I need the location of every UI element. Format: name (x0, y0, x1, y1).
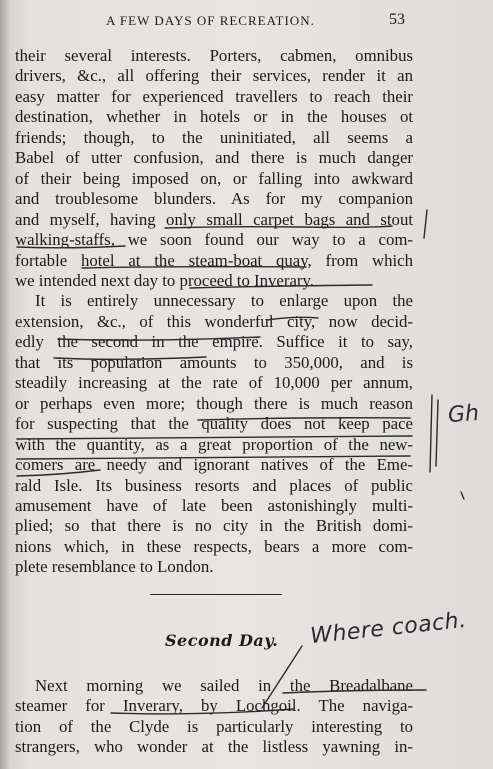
paragraph-2 (15, 291, 413, 577)
gutter-shadow (0, 0, 10, 769)
text-line: plete resemblance to London. (15, 557, 214, 577)
text-line: comers are needy and ignorant natives of the Eme- (15, 455, 413, 475)
text-line: easy matter for experienced travellers to reach their (15, 86, 413, 106)
text-line: steamer for Inverary, by Lochgoil. The naviga- (15, 696, 413, 716)
text-line: with the quantity, as a great proportion of the new- (15, 434, 413, 454)
text-line: strangers, who wonder at the listless yawning in- (15, 736, 413, 756)
text-line: plied; so that there is no city in the British domi- (15, 516, 413, 536)
text-line: extension, &c., of this wonderful city, now decid- (15, 311, 413, 331)
text-line: we intended next day to proceed to Inverary. (15, 270, 314, 290)
text-line: friends; though, to the uninitiated, all seems a (15, 127, 413, 147)
text-line: tion of the Clyde is particularly interesting to (15, 716, 413, 736)
body-text (15, 46, 413, 578)
paragraph-1 (15, 46, 413, 291)
running-title: A FEW DAYS OF RECREATION. (106, 13, 315, 28)
page-number: 53 (389, 11, 405, 28)
text-line: steadily increasing at the rate of 10,000 per annum, (15, 373, 413, 393)
text-line: of their being imposed on, or falling into awkward (15, 168, 413, 188)
text-line: edly the second in the empire. Suffice it to say, (15, 332, 413, 352)
running-head (0, 10, 493, 30)
text-line: their several interests. Porters, cabmen, omnibus (15, 46, 413, 65)
section-divider (150, 594, 282, 595)
text-line: or perhaps even more; though there is much reason (15, 393, 413, 413)
text-line: and troublesome blunders. As for my companion (15, 189, 413, 209)
margin-line-3 (436, 400, 438, 466)
handwritten-note-where-coach: Where coach. (309, 607, 468, 650)
text-line: Next morning we sailed in the Breadalbane (35, 676, 413, 695)
section-title: Second Day. (165, 631, 279, 650)
text-line: fortable hotel at the steam-boat quay, from which (15, 250, 413, 270)
margin-line-2 (430, 395, 432, 472)
text-line: It is entirely unnecessary to enlarge upon the (35, 291, 413, 311)
margin-tick (461, 492, 464, 499)
handwritten-margin-note: Gh (447, 400, 480, 429)
margin-line-1 (424, 210, 427, 238)
text-line: amusement have of late been astonishingly multi- (15, 495, 413, 515)
text-line: nions which, in these respects, bears a more com- (15, 536, 413, 556)
paragraph-3 (15, 676, 413, 757)
text-line: walking-staffs, we soon found our way to a com- (15, 230, 413, 250)
text-line: and myself, having only small carpet bags and stout (15, 209, 413, 229)
text-line: rald Isle. Its business resorts and places of public (15, 475, 413, 495)
text-line: that its population amounts to 350,000, and is (15, 352, 413, 372)
text-line: Babel of utter confusion, and there is much danger (15, 148, 413, 168)
text-line: destination, whether in hotels or in the houses ot (15, 107, 413, 127)
text-line: drivers, &c., all offering their services, render it an (15, 66, 413, 86)
text-line: for suspecting that the quality does not keep pace (15, 414, 413, 434)
